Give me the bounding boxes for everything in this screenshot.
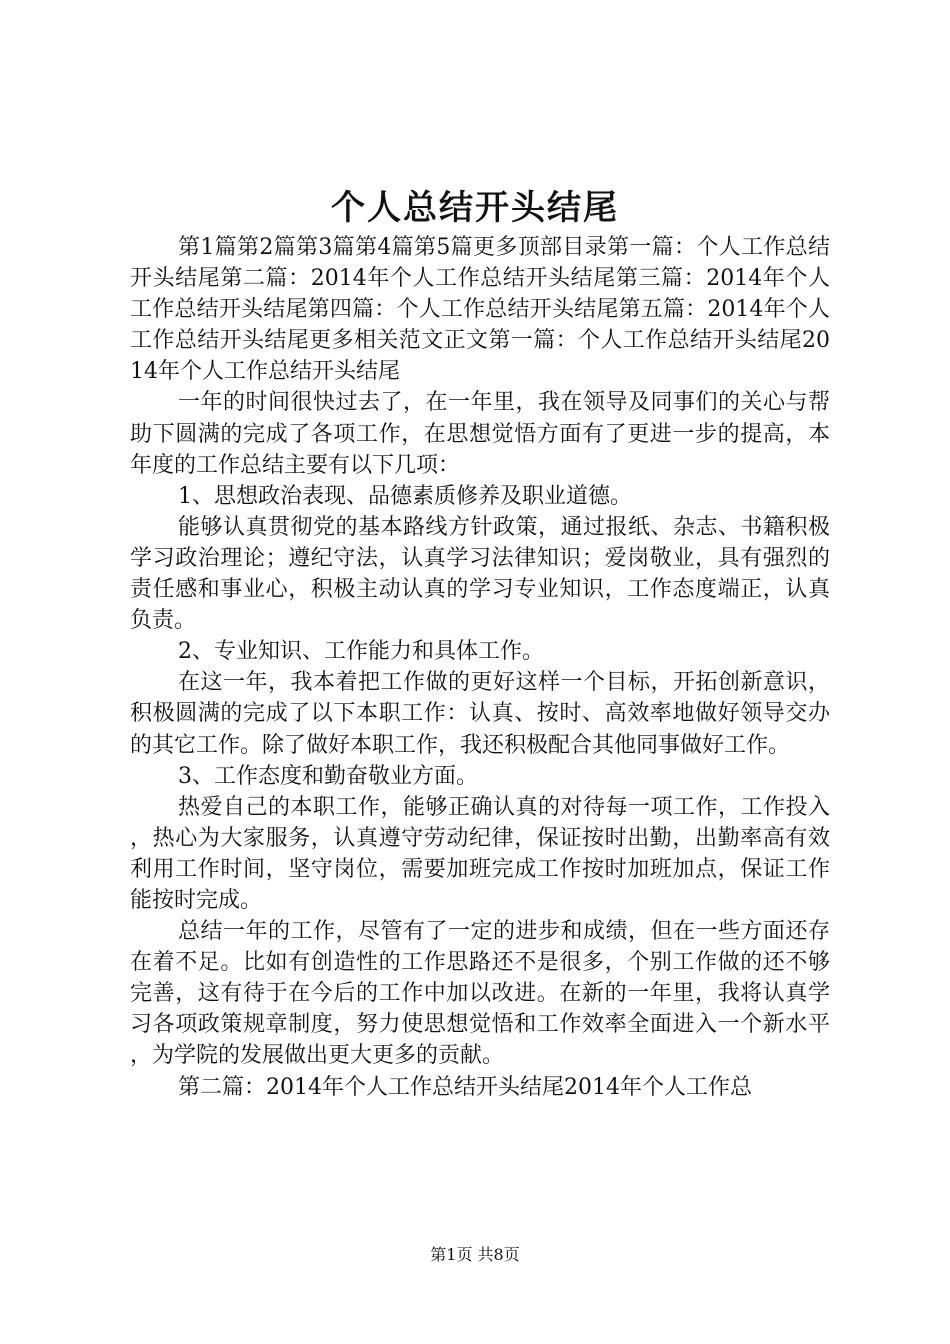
body-paragraph: 热爱自己的本职工作，能够正确认真的对待每一项工作，工作投入，热心为大家服务，认真遵守劳动纪律，保证按时出勤，出勤率高有效利用工作时间，坚守岗位，需要加班完成工作按时加班加点，保证工作能按时完成。 — [130, 794, 830, 913]
body-paragraph: 第二篇：2014年个人工作总结开头结尾2014年个人工作总 — [178, 1074, 752, 1100]
section-heading: 2、专业知识、工作能力和具体工作。 — [178, 639, 544, 665]
document-title: 个人总结开头结尾 — [331, 188, 619, 228]
body-paragraph: 一年的时间很快过去了，在一年里，我在领导及同事们的关心与帮助下圆满的完成了各项工作，在思想觉悟方面有了更进一步的提高，本年度的工作总结主要有以下几项： — [130, 390, 830, 478]
section-heading: 3、工作态度和勤奋敬业方面。 — [178, 763, 478, 789]
body-paragraph: 能够认真贯彻党的基本路线方针政策，通过报纸、杂志、书籍积极学习政治理论；遵纪守法，认真学习法律知识；爱岗敬业，具有强烈的责任感和事业心，积极主动认真的学习专业知识，工作态度端正，认真负责。 — [130, 514, 830, 634]
body-paragraph: 第1篇第2篇第3篇第4篇第5篇更多顶部目录第一篇：个人工作总结开头结尾第二篇：2014年个人工作总结开头结尾第三篇：2014年个人工作总结开头结尾第四篇：个人工作总结开头结尾第五篇：2014年个人工作总结开头结尾更多相关范文正文第一篇：个人工作总结开头结尾2014年个人工作总结开头结尾 — [130, 235, 830, 385]
section-heading: 1、思想政治表现、品德素质修养及职业道德。 — [178, 483, 632, 509]
document-body — [130, 232, 830, 1103]
body-paragraph: 总结一年的工作，尽管有了一定的进步和成绩，但在一些方面还存在着不足。比如有创造性的工作思路还不是很多，个别工作做的还不够完善，这有待于在今后的工作中加以改进。在新的一年里，我将认真学习各项政策规章制度，努力使思想觉悟和工作效率全面进入一个新水平，为学院的发展做出更大更多的贡献。 — [130, 919, 830, 1069]
body-paragraph: 在这一年，我本着把工作做的更好这样一个目标，开拓创新意识，积极圆满的完成了以下本职工作：认真、按时、高效率地做好领导交办的其它工作。除了做好本职工作，我还积极配合其他同事做好工作。 — [130, 670, 830, 758]
page-footer: 第1页 共8页 — [430, 1245, 520, 1264]
